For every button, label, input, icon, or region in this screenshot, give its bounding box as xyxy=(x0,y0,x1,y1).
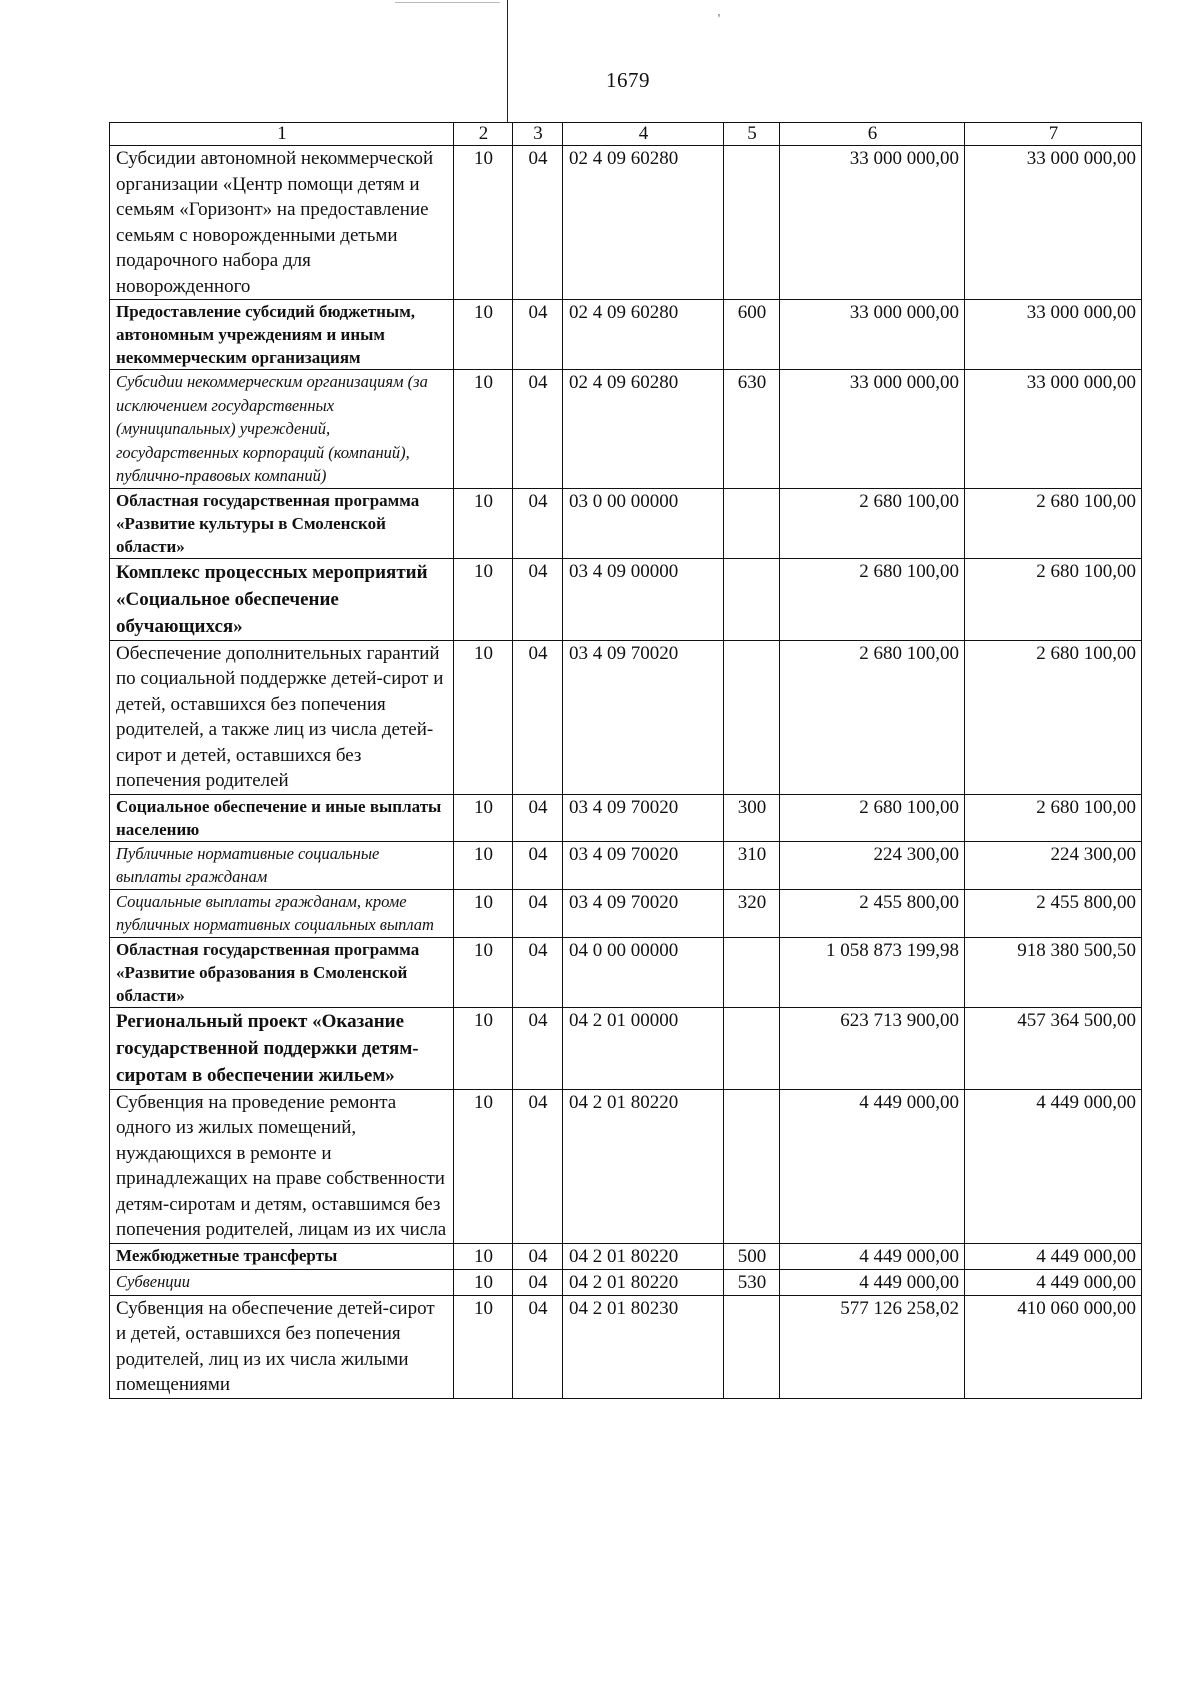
row-target-article-cell: 03 4 09 00000 xyxy=(563,558,724,640)
row-expense-type-cell xyxy=(724,488,780,558)
row-subsection-cell: 04 xyxy=(513,1007,563,1089)
row-amount-year2-cell: 2 680 100,00 xyxy=(965,794,1142,841)
budget-table xyxy=(109,122,1142,1399)
row-target-article-cell: 03 0 00 00000 xyxy=(563,488,724,558)
row-amount-year2-cell: 410 060 000,00 xyxy=(965,1295,1142,1398)
row-target-article-cell: 04 2 01 80230 xyxy=(563,1295,724,1398)
row-amount-year1-cell: 33 000 000,00 xyxy=(780,300,965,370)
row-target-article-cell: 04 0 00 00000 xyxy=(563,937,724,1007)
row-target-article-cell: 03 4 09 70020 xyxy=(563,889,724,937)
table-row xyxy=(110,370,1142,489)
row-expense-type-cell: 600 xyxy=(724,300,780,370)
header-col-6: 6 xyxy=(780,123,965,146)
row-expense-type-cell: 500 xyxy=(724,1243,780,1269)
row-target-article-cell: 02 4 09 60280 xyxy=(563,146,724,300)
row-section-cell: 10 xyxy=(454,889,513,937)
row-section-cell: 10 xyxy=(454,146,513,300)
row-name-cell: Субвенция на обеспечение детей-сирот и детей, оставшихся без попечения родителей, лиц из их числа жилыми помещениями xyxy=(110,1295,454,1398)
row-amount-year1-cell: 4 449 000,00 xyxy=(780,1269,965,1295)
scan-speck: ꞌ xyxy=(718,12,720,24)
row-subsection-cell: 04 xyxy=(513,841,563,889)
row-name-cell: Региональный проект «Оказание государственной поддержки детям-сиротам в обеспечении жильем» xyxy=(110,1007,454,1089)
row-expense-type-cell: 320 xyxy=(724,889,780,937)
row-expense-type-cell xyxy=(724,558,780,640)
row-subsection-cell: 04 xyxy=(513,794,563,841)
row-subsection-cell: 04 xyxy=(513,300,563,370)
row-subsection-cell: 04 xyxy=(513,1295,563,1398)
row-subsection-cell: 04 xyxy=(513,1269,563,1295)
row-amount-year2-cell: 2 680 100,00 xyxy=(965,488,1142,558)
row-section-cell: 10 xyxy=(454,937,513,1007)
row-amount-year1-cell: 4 449 000,00 xyxy=(780,1089,965,1243)
row-subsection-cell: 04 xyxy=(513,146,563,300)
row-amount-year2-cell: 33 000 000,00 xyxy=(965,370,1142,489)
row-subsection-cell: 04 xyxy=(513,1243,563,1269)
row-amount-year1-cell: 4 449 000,00 xyxy=(780,1243,965,1269)
row-target-article-cell: 04 2 01 80220 xyxy=(563,1243,724,1269)
row-section-cell: 10 xyxy=(454,841,513,889)
row-section-cell: 10 xyxy=(454,488,513,558)
row-expense-type-cell: 630 xyxy=(724,370,780,489)
row-expense-type-cell: 300 xyxy=(724,794,780,841)
row-amount-year2-cell: 2 680 100,00 xyxy=(965,640,1142,794)
row-name-cell: Социальное обеспечение и иные выплаты населению xyxy=(110,794,454,841)
row-subsection-cell: 04 xyxy=(513,1089,563,1243)
header-col-1: 1 xyxy=(110,123,454,146)
table-row xyxy=(110,1295,1142,1398)
table-row xyxy=(110,889,1142,937)
row-name-cell: Субсидии некоммерческим организациям (за исключением государственных (муниципальных) учреждений, государственных корпораций (компаний), публично-правовых компаний) xyxy=(110,370,454,489)
row-amount-year2-cell: 457 364 500,00 xyxy=(965,1007,1142,1089)
row-amount-year2-cell: 33 000 000,00 xyxy=(965,146,1142,300)
row-amount-year1-cell: 33 000 000,00 xyxy=(780,146,965,300)
row-amount-year1-cell: 1 058 873 199,98 xyxy=(780,937,965,1007)
table-row xyxy=(110,794,1142,841)
table-header-row xyxy=(110,123,1142,146)
row-subsection-cell: 04 xyxy=(513,558,563,640)
row-subsection-cell: 04 xyxy=(513,640,563,794)
row-name-cell: Областная государственная программа «Развитие образования в Смоленской области» xyxy=(110,937,454,1007)
header-col-5: 5 xyxy=(724,123,780,146)
row-target-article-cell: 02 4 09 60280 xyxy=(563,300,724,370)
row-target-article-cell: 04 2 01 80220 xyxy=(563,1269,724,1295)
row-target-article-cell: 03 4 09 70020 xyxy=(563,794,724,841)
row-name-cell: Обеспечение дополнительных гарантий по социальной поддержке детей-сирот и детей, оставшихся без попечения родителей, а также лиц из числа детей-сирот и детей, оставшихся без попечения родителей xyxy=(110,640,454,794)
row-target-article-cell: 03 4 09 70020 xyxy=(563,841,724,889)
table-row xyxy=(110,558,1142,640)
row-amount-year1-cell: 2 680 100,00 xyxy=(780,794,965,841)
row-amount-year2-cell: 2 455 800,00 xyxy=(965,889,1142,937)
row-amount-year2-cell: 4 449 000,00 xyxy=(965,1269,1142,1295)
row-target-article-cell: 04 2 01 80220 xyxy=(563,1089,724,1243)
row-amount-year2-cell: 33 000 000,00 xyxy=(965,300,1142,370)
row-section-cell: 10 xyxy=(454,1269,513,1295)
header-col-7: 7 xyxy=(965,123,1142,146)
row-name-cell: Межбюджетные трансферты xyxy=(110,1243,454,1269)
row-name-cell: Комплекс процессных мероприятий «Социальное обеспечение обучающихся» xyxy=(110,558,454,640)
row-amount-year2-cell: 918 380 500,50 xyxy=(965,937,1142,1007)
table-row xyxy=(110,146,1142,300)
row-amount-year2-cell: 4 449 000,00 xyxy=(965,1243,1142,1269)
row-amount-year1-cell: 2 455 800,00 xyxy=(780,889,965,937)
table-row xyxy=(110,488,1142,558)
row-amount-year1-cell: 2 680 100,00 xyxy=(780,558,965,640)
row-section-cell: 10 xyxy=(454,1243,513,1269)
row-expense-type-cell: 530 xyxy=(724,1269,780,1295)
header-col-4: 4 xyxy=(563,123,724,146)
row-expense-type-cell: 310 xyxy=(724,841,780,889)
row-name-cell: Областная государственная программа «Развитие культуры в Смоленской области» xyxy=(110,488,454,558)
row-expense-type-cell xyxy=(724,1089,780,1243)
row-name-cell: Субвенции xyxy=(110,1269,454,1295)
row-expense-type-cell xyxy=(724,640,780,794)
row-section-cell: 10 xyxy=(454,640,513,794)
row-amount-year2-cell: 4 449 000,00 xyxy=(965,1089,1142,1243)
table-row xyxy=(110,937,1142,1007)
row-expense-type-cell xyxy=(724,937,780,1007)
row-name-cell: Публичные нормативные социальные выплаты гражданам xyxy=(110,841,454,889)
row-target-article-cell: 02 4 09 60280 xyxy=(563,370,724,489)
table-row xyxy=(110,841,1142,889)
row-name-cell: Субсидии автономной некоммерческой организации «Центр помощи детям и семьям «Горизонт» на предоставление семьям с новорожденными детьми подарочного набора для новорожденного xyxy=(110,146,454,300)
row-name-cell: Предоставление субсидий бюджетным, автономным учреждениям и иным некоммерческим организациям xyxy=(110,300,454,370)
row-subsection-cell: 04 xyxy=(513,889,563,937)
page-number: 1679 xyxy=(606,68,650,92)
row-amount-year1-cell: 33 000 000,00 xyxy=(780,370,965,489)
row-section-cell: 10 xyxy=(454,300,513,370)
table-row xyxy=(110,300,1142,370)
scan-artifact-vertical-line xyxy=(507,0,508,122)
row-amount-year1-cell: 224 300,00 xyxy=(780,841,965,889)
header-col-2: 2 xyxy=(454,123,513,146)
scan-artifact-line xyxy=(395,2,500,3)
row-target-article-cell: 03 4 09 70020 xyxy=(563,640,724,794)
table-row xyxy=(110,1243,1142,1269)
row-section-cell: 10 xyxy=(454,794,513,841)
row-target-article-cell: 04 2 01 00000 xyxy=(563,1007,724,1089)
row-section-cell: 10 xyxy=(454,1089,513,1243)
row-amount-year2-cell: 2 680 100,00 xyxy=(965,558,1142,640)
table-row xyxy=(110,1269,1142,1295)
table-row xyxy=(110,1089,1142,1243)
row-subsection-cell: 04 xyxy=(513,488,563,558)
row-amount-year1-cell: 2 680 100,00 xyxy=(780,640,965,794)
row-amount-year1-cell: 623 713 900,00 xyxy=(780,1007,965,1089)
row-section-cell: 10 xyxy=(454,558,513,640)
row-expense-type-cell xyxy=(724,1295,780,1398)
table-row xyxy=(110,1007,1142,1089)
header-col-3: 3 xyxy=(513,123,563,146)
row-section-cell: 10 xyxy=(454,1295,513,1398)
row-amount-year2-cell: 224 300,00 xyxy=(965,841,1142,889)
row-subsection-cell: 04 xyxy=(513,937,563,1007)
row-name-cell: Субвенция на проведение ремонта одного из жилых помещений, нуждающихся в ремонте и принадлежащих на праве собственности детям-сиротам и детям, оставшимся без попечения родителей, лицам из их числа xyxy=(110,1089,454,1243)
row-expense-type-cell xyxy=(724,1007,780,1089)
row-amount-year1-cell: 2 680 100,00 xyxy=(780,488,965,558)
row-section-cell: 10 xyxy=(454,1007,513,1089)
table-row xyxy=(110,640,1142,794)
row-amount-year1-cell: 577 126 258,02 xyxy=(780,1295,965,1398)
row-section-cell: 10 xyxy=(454,370,513,489)
row-expense-type-cell xyxy=(724,146,780,300)
row-name-cell: Социальные выплаты гражданам, кроме публичных нормативных социальных выплат xyxy=(110,889,454,937)
row-subsection-cell: 04 xyxy=(513,370,563,489)
